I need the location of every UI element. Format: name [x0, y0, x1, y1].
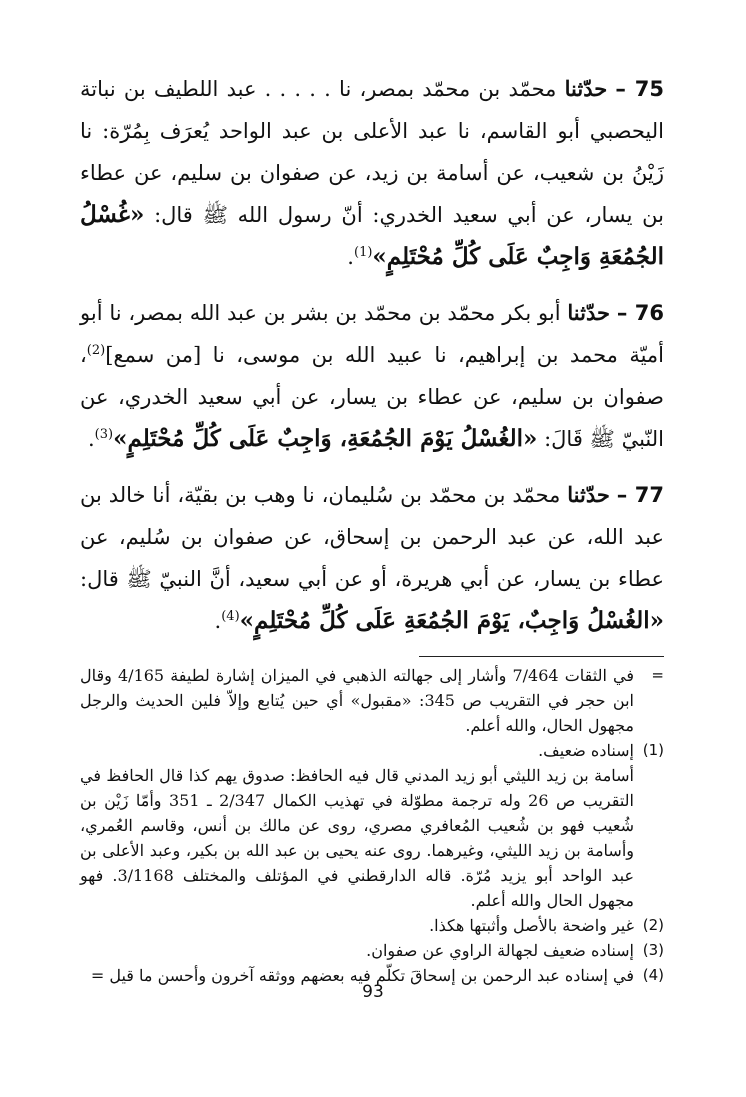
main-text	[80, 68, 664, 642]
hadith-number: 75 –	[615, 77, 664, 101]
footnote-ref: (3)	[94, 427, 114, 442]
hadith-number: 77 –	[616, 483, 665, 507]
hadith-75	[80, 68, 664, 278]
footnote-ref: (1)	[353, 245, 373, 260]
footnote-marker: (4)	[642, 966, 664, 984]
footnote-divider	[419, 656, 664, 657]
hadith-76	[80, 292, 664, 460]
hadith-number: 76 –	[616, 301, 665, 325]
hadith-end: .	[347, 245, 354, 269]
hadith-lead-word: حدّثنا	[564, 76, 608, 101]
footnotes	[80, 663, 664, 988]
hadith-end: .	[214, 609, 222, 633]
hadith-quote: «الغُسْلُ يَوْمَ الجُمُعَةِ، وَاجِبٌ عَلَى كُلِّ مُحْتَلِمٍ»	[113, 425, 538, 452]
page-number: 93	[362, 982, 384, 1002]
footnote-marker: (2)	[642, 916, 664, 934]
hadith-lead-word: حدّثنا	[567, 482, 610, 507]
footnote-text: في إسناده عبد الرحمن بن إسحاقَ تكلّم فيه بعضهم ووثقه آخرون وأحسن ما قيل =	[90, 966, 634, 985]
footnote-ref: (2)	[86, 343, 106, 358]
footnote-1	[80, 738, 664, 763]
footnote-2	[80, 913, 664, 938]
hadith-quote: «غُسْلُ الجُمُعَةِ وَاجِبٌ عَلَى كُلِّ مُحْتَلِمٍ»	[80, 201, 664, 270]
footnote-marker: (1)	[642, 741, 664, 759]
hadith-end: .	[87, 427, 95, 451]
footnote-text: في الثقات 7/464 وأشار إلى جهالته الذهبي في الميزان إشارة لطيفة 4/165 وقال ابن حجر في التقريب ص 345: «مقبول» أي حين يُتابع وإلاّ فلين الحديث والرجل مجهول الحال، والله أعلم.	[80, 666, 635, 735]
footnote-continuation	[80, 663, 664, 738]
hadith-77	[80, 474, 664, 642]
continuation-marker: =	[651, 666, 664, 684]
hadith-text: أبو بكر محمّد بن محمّد بن بشر بن عبد الله بمصر، نا أبو أميّة محمد بن إبراهيم، نا عبيد الله بن موسى، نا [من سمع]	[80, 301, 664, 367]
footnote-text: إسناده ضعيف.	[538, 741, 634, 760]
hadith-lead-word: حدّثنا	[567, 300, 610, 325]
footnote-1-detail: أسامة بن زيد الليثي أبو زيد المدني قال فيه الحافظ: صدوق يهم كذا قال الحافظ في التقريب ص 26 وله ترجمة مطوّلة في تهذيب الكمال 2/347 ـ 351 وأمّا زَيْن بن شُعيب فهو بن شُعيب المُعافري مصري، روى عن مالك بن أنس، وقاسم العُمري، وأسامة بن زيد الليثي، وغيرهما. روى عنه يحيى بن عبد الله بن بكير، وعبد الأعلى بن عبد الواحد أبو يزيد مُرّة. قاله الدارقطني في المؤتلف والمختلف 3/1168. فهو مجهول الحال والله أعلم.	[80, 766, 635, 910]
hadith-text-continued: ، صفوان بن سليم، عن عطاء بن يسار، عن أبي سعيد الخدري، عن النّبيّ ﷺ قَالَ:	[80, 343, 664, 451]
footnote-marker: (3)	[642, 941, 664, 959]
footnote-text: غير واضحة بالأصل وأثبتها هكذا.	[429, 916, 634, 935]
hadith-text: محمّد بن محمّد بن سُليمان، نا وهب بن بقيّة، أنا خالد بن عبد الله، عن عبد الرحمن بن إسحاق، عن صفوان بن سُليم، عن عطاء بن يسار، عن أبي هريرة، أو عن أبي سعيد، أنَّ النبيّ ﷺ قال:	[80, 483, 664, 591]
footnote-3	[80, 938, 664, 963]
hadith-text: محمّد بن محمّد بمصر، نا . . . . . عبد اللطيف بن نباتة اليحصبي أبو القاسم، نا عبد الأعلى بن عبد الواحد يُعرَف بِمُرّة: نا زَيْنُ بن شعيب، عن أسامة بن زيد، عن صفوان بن سليم، عن عطاء بن يسار، عن أبي سعيد الخدري: أنّ رسول الله ﷺ قال:	[80, 77, 664, 227]
hadith-quote: «الغُسْلُ وَاجِبٌ، يَوْمَ الجُمُعَةِ عَلَى كُلِّ مُحْتَلِمٍ»	[239, 607, 664, 634]
footnote-ref: (4)	[221, 609, 240, 624]
footnote-text: إسناده ضعيف لجهالة الراوي عن صفوان.	[366, 941, 634, 960]
